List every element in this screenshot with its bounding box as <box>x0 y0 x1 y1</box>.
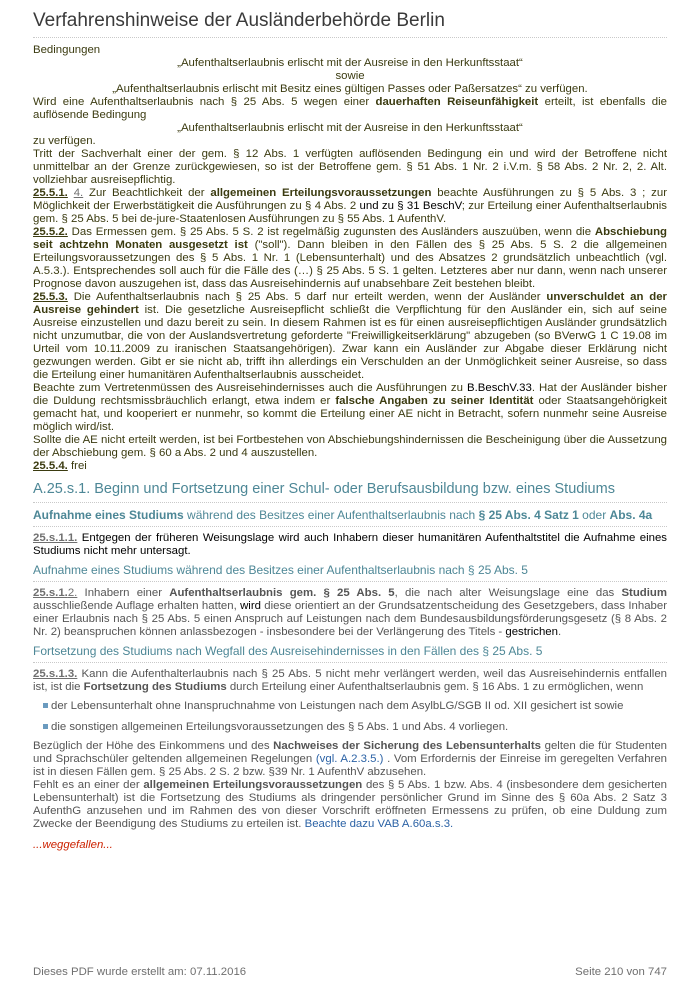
text: Das Ermessen gem. § 25 Abs. 5 S. 2 ist regelmäßig zugunsten des Ausländers auszuüben, wenn die <box>67 226 595 238</box>
bold-text: Aufnahme eines Studiums <box>33 508 184 522</box>
weggefallen-note: ...weggefallen... <box>33 839 113 851</box>
text: Wird eine Aufenthaltserlaubnis nach § 25 Abs. 5 wegen einer <box>33 96 376 108</box>
paragraph-bescheinigung: Sollte die AE nicht erteilt werden, ist bei Fortbestehen von Abschiebungshindernissen die Bescheinigung über die Aussetzung der Abschiebung gem. § 60 a Abs. 2 und 4 auszustellen. <box>33 434 667 459</box>
text: ("soll"). Dann bleiben in den Fällen des § 25 Abs. 5 S. 2 die allgemeinen Erteilungsvoraussetzungen des § 5 Abs. 1 Nr. 1 (Lebensunterhalt) und des Absatzes 2 grundsätzlich unbeachtlich (vgl. A.5.3.). Entsprechendes soll auch für die Fälle des (…) § 25 Abs. 5 S. 1 gelten. Letzteres aber nur dann, wenn nach unserer Prognose davon auszugehen ist, dass das Ausreisehindernis auf unabsehbare Zeit bestehen bleibt. <box>33 239 667 290</box>
text: ausschließende Auflage erhalten hatten, <box>33 600 241 612</box>
label-bedingungen: Bedingungen <box>33 44 101 56</box>
list-item: die sonstigen allgemeinen Erteilungsvoraussetzungen des § 5 Abs. 1 und Abs. 4 vorliegen. <box>45 721 667 734</box>
section-link-25-s-1-1[interactable]: 25.s.1.1. <box>33 532 78 544</box>
subsection-link[interactable]: 4. <box>73 187 84 199</box>
text: Inhabern einer <box>77 587 170 599</box>
list-item: der Lebensunterhalt ohne Inanspruchnahme von Leistungen nach dem AsylbLG/SGB II od. XII gesichert ist sowie <box>45 700 667 713</box>
condition-quote-3: „Aufenthaltserlaubnis erlischt mit der Ausreise in den Herkunftsstaat“ <box>177 122 523 134</box>
bold-text: allgemeinen Erteilungsvoraussetzungen <box>143 779 363 791</box>
section-link-25-5-1[interactable]: 25.5.1. <box>33 187 68 199</box>
page-footer <box>33 966 667 979</box>
subheading-studium-abs4 <box>33 508 667 527</box>
section-heading-a25s1: A.25.s.1. Beginn und Fortsetzung einer Schul- oder Berufsausbildung bzw. eines Studiums <box>33 480 667 503</box>
bold-text: falsche Angaben zu seiner Identität <box>335 395 534 407</box>
text: Zur Beachtlichkeit der <box>83 187 211 199</box>
section-link-25-5-4[interactable]: 25.5.4. <box>33 460 68 472</box>
reference-link-a235[interactable]: (vgl. A.2.3.5.) <box>315 753 384 765</box>
text: gestrichen <box>505 626 558 638</box>
text: frei <box>67 460 87 472</box>
subheading-fortsetzung: Fortsetzung des Studiums nach Wegfall des Ausreisehindernisses in den Fällen des § 25 Abs. 5 <box>33 644 667 663</box>
bold-text: Nachweises der Sicherung des Lebensunterhalts <box>273 740 541 752</box>
section-link-25-s-1-2[interactable]: 25.s.1. <box>33 587 68 599</box>
text: ; zur Erteilung einer Aufenthaltserlaubnis gem. § 25 Abs. 5 bei de-jure-Staatenlosen Ausführungen zu § 55 Abs. 1 AufenthV. <box>33 200 667 225</box>
section-25-5-3 <box>33 291 667 382</box>
section-25-s-1-2 <box>33 587 667 639</box>
subsection-link[interactable]: 2. <box>67 587 78 599</box>
text: oder Staatsangehörigkeit gemacht hat, und kooperiert er nunmehr, so kommt die Erteilung einer AE nicht in Betracht, sofern nunmehr seine Ausreise möglich wird/ist. <box>33 395 667 433</box>
section-25-5-4 <box>33 460 667 473</box>
text: Die Aufenthaltserlaubnis nach § 25 Abs. 5 darf nur erteilt werden, wenn der Ausländer <box>67 291 547 303</box>
text: . Vom Erfordernis der Einreise im geregelten Verfahren ist in diesen Fällen gem. § 25 Abs. 2 S. 2 bzw. §39 Nr. 1 AufenthV abzusehen. <box>33 753 668 778</box>
text: durch Erteilung einer Aufenthaltserlaubnis gem. § 16 Abs. 1 zu ermöglichen, wenn <box>226 681 644 693</box>
bold-text: Abschiebung seit achtzehn Monaten ausgesetzt ist <box>33 226 667 251</box>
paragraph-ausreisepflichtig: Tritt der Sachverhalt einer der gem. § 12 Abs. 1 verfügten auflösenden Bedingung ein und wird der Betroffene nicht unmittelbar an der Grenze zurückgewiesen, so ist der Betroffene gem. § 51 Abs. 1 Nr. 2 i.V.m. § 58 Abs. 2 Nr. 2, 2. Alt. vollziehbar ausreisepflichtig. <box>33 148 667 186</box>
bold-text: Fortsetzung des Studiums <box>83 681 227 693</box>
section-25-5-2 <box>33 226 667 291</box>
text: wird <box>240 600 261 612</box>
text: oder <box>578 508 610 522</box>
text: und zu § 31 BeschV <box>359 200 462 212</box>
text: Bezüglich der Höhe des Einkommens und des <box>33 740 274 752</box>
paragraph-zu-verfuegen: zu verfügen. <box>33 135 96 147</box>
paragraph-duldung <box>33 779 667 831</box>
paragraph-lebensunterhalt <box>33 740 667 779</box>
condition-quote-2: „Aufenthaltserlaubnis erlischt mit Besitz eines gültigen Passes oder Paßersatzes“ zu verfügen. <box>112 83 588 95</box>
text: während des Besitzes einer Aufenthaltserlaubnis nach <box>183 508 479 522</box>
footer-created-date: Dieses PDF wurde erstellt am: 07.11.2016 <box>33 966 247 978</box>
bold-text: Studium <box>621 587 667 599</box>
conditions-list <box>33 700 667 734</box>
section-link-25-5-2[interactable]: 25.5.2. <box>33 226 68 238</box>
bold-text: § 25 Abs. 4 Satz 1 <box>478 508 579 522</box>
paragraph-reiseunfaehigkeit <box>33 96 667 122</box>
reference-link-a60as3[interactable]: Beachte dazu VAB A.60a.s.3. <box>304 818 454 830</box>
subheading-studium-abs5: Aufnahme eines Studiums während des Besitzes einer Aufenthaltserlaubnis nach § 25 Abs. 5 <box>33 563 667 582</box>
document-body <box>33 10 667 852</box>
section-25-s-1-3 <box>33 668 667 694</box>
text: Kann die Aufenthalterlaubnis nach § 25 Abs. 5 nicht mehr verlängert werden, weil das Ausreisehindernis entfallen ist, ist die <box>33 668 667 693</box>
condition-quote-1: „Aufenthaltserlaubnis erlischt mit der Ausreise in den Herkunftsstaat“ <box>177 57 523 69</box>
text: erteilt, ist ebenfalls die auflösende Bedingung <box>33 96 667 121</box>
reference-beschv: B.BeschV.33 <box>467 382 532 394</box>
text: . Hat der Ausländer bisher die Duldung rechtsmissbräuchlich erlangt, etwa indem er <box>33 382 668 407</box>
bold-text: allgemeinen Erteilungsvoraussetzungen <box>210 187 432 199</box>
text: beachte Ausführungen zu § 5 Abs. 3 ; zur Möglichkeit der Erwerbstätigkeit die Ausführungen zu § 4 Abs. 2 <box>33 187 667 212</box>
text: Entgegen der früheren Weisungslage wird auch Inhabern dieser humanitären Aufenthaltstitel die Aufnahme eines Studiums nicht mehr untersagt. <box>33 532 667 557</box>
sowie-text: sowie <box>335 70 365 82</box>
text: , die nach alter Weisungslage eine das <box>394 587 622 599</box>
bold-text: Abs. 4a <box>609 508 653 522</box>
section-link-25-s-1-3[interactable]: 25.s.1.3. <box>33 668 78 680</box>
text: . <box>557 626 562 638</box>
text: gelten die für Studenten und Sprachschüler geltenden allgemeinen Regelungen <box>33 740 668 765</box>
text: des § 5 Abs. 1 bzw. Abs. 4 (insbesondere dem gesicherten Lebensunterhalt) ist die Fortsetzung des Studiums als dringender persönlicher Grund im Sinne des § 60a Abs. 2 Satz 3 AufenthG anzusehen und im Rahmen des von dieser Vorschrift eröffneten Ermessens zu prüfen, ob eine Duldung zum Zwecke der Beendigung des Studiums zu erteilen ist. <box>33 779 668 830</box>
page-title: Verfahrenshinweise der Ausländerbehörde Berlin <box>33 10 667 38</box>
bold-text: unverschuldet an der Ausreise gehindert <box>33 291 667 316</box>
bold-text: dauerhaften Reiseunfähigkeit <box>375 96 539 108</box>
section-link-25-5-3[interactable]: 25.5.3. <box>33 291 68 303</box>
footer-page-number: Seite 210 von 747 <box>575 966 667 978</box>
text: ist. Die gesetzliche Ausreisepflicht schließt die Verpflichtung für den Ausländer ein, sich auf seine Ausreise einzustellen und dazu bereit zu sein. In diesem Rahmen ist es für einen ausreisepflichtigen Ausländer grundsätzlich nicht unzumutbar, die von der Auslandsvertretung geforderte "Freiwilligkeitserklärung" abzugeben (so BVerwG 1 C 19.08 im Urteil vom 10.11.2009 zu iranischen Staatsangehörigen). Zwar kann ein Ausländer zur Abgabe dieser Erklärung nicht gezwungen werden. Gibt er sie nicht ab, trifft ihn allerdings ein Verschulden an der Unmöglichkeit seiner Ausreise, so dass die Erteilung einer humanitären Aufenthaltserlaubnis ausscheidet. <box>33 304 667 381</box>
text: diese orientiert an der Grundsatzentscheidung des Gesetzgebers, dass Inhaber einer Erlaubnis nach § 25 Abs. 5 einen Anspruch auf Leistungen nach dem Bundesausbildungsförderungsgesetz (§ 8 Abs. 2 Nr. 2) beanspruchen können anlassbezogen - insbesondere bei der Verlängerung des Titels - <box>33 600 667 638</box>
paragraph-vertretenmuessen <box>33 382 667 434</box>
bold-text: Aufenthaltserlaubnis gem. § 25 Abs. 5 <box>169 587 395 599</box>
section-25-s-1-1 <box>33 532 667 558</box>
text: Beachte zum Vertretenmüssen des Ausreisehindernisses auch die Ausführungen zu <box>33 382 467 394</box>
text: Fehlt es an einer der <box>33 779 144 791</box>
section-25-5-1 <box>33 187 667 226</box>
